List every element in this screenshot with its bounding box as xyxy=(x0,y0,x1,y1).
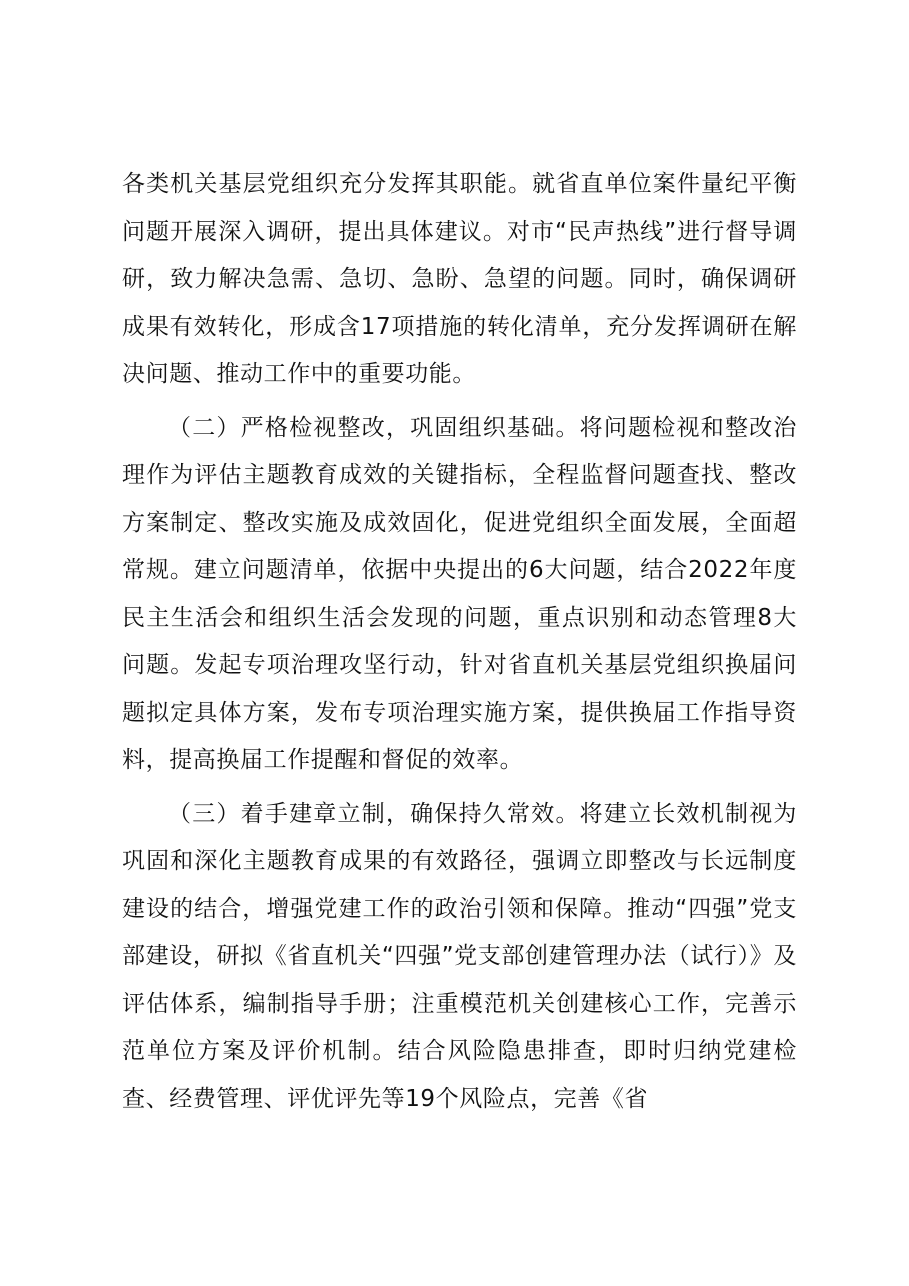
paragraph-research: 各类机关基层党组织充分发挥其职能。就省直单位案件量纪平衡问题开展深入调研，提出具体建议。对市“民声热线”进行督导调研，致力解决急需、急切、急盼、急望的问题。同时，确保调研成果有效转化，形成含17项措施的转化清单，充分发挥调研在解决问题、推动工作中的重要功能。 xyxy=(122,171,797,387)
document-body xyxy=(122,161,797,1123)
paragraph-institution-building: （三）着手建章立制，确保持久常效。将建立长效机制视为巩固和深化主题教育成果的有效路径，强调立即整改与长远制度建设的结合，增强党建工作的政治引领和保障。推动“四强”党支部建设，研拟《省直机关“四强”党支部创建管理办法（试行）》及评估体系，编制指导手册；注重模范机关创建核心工作，完善示范单位方案及评价机制。结合风险隐患排查，即时归纳党建检查、经费管理、评优评先等19个风险点，完善《省 xyxy=(122,800,797,1112)
paragraph-rectification: （二）严格检视整改，巩固组织基础。将问题检视和整改治理作为评估主题教育成效的关键指标，全程监督问题查找、整改方案制定、整改实施及成效固化，促进党组织全面发展，全面超常规。建立问题清单，依据中央提出的6大问题，结合2022年度民主生活会和组织生活会发现的问题，重点识别和动态管理8大问题。发起专项治理攻坚行动，针对省直机关基层党组织换届问题拟定具体方案，发布专项治理实施方案，提供换届工作指导资料，提高换届工作提醒和督促的效率。 xyxy=(122,414,797,773)
